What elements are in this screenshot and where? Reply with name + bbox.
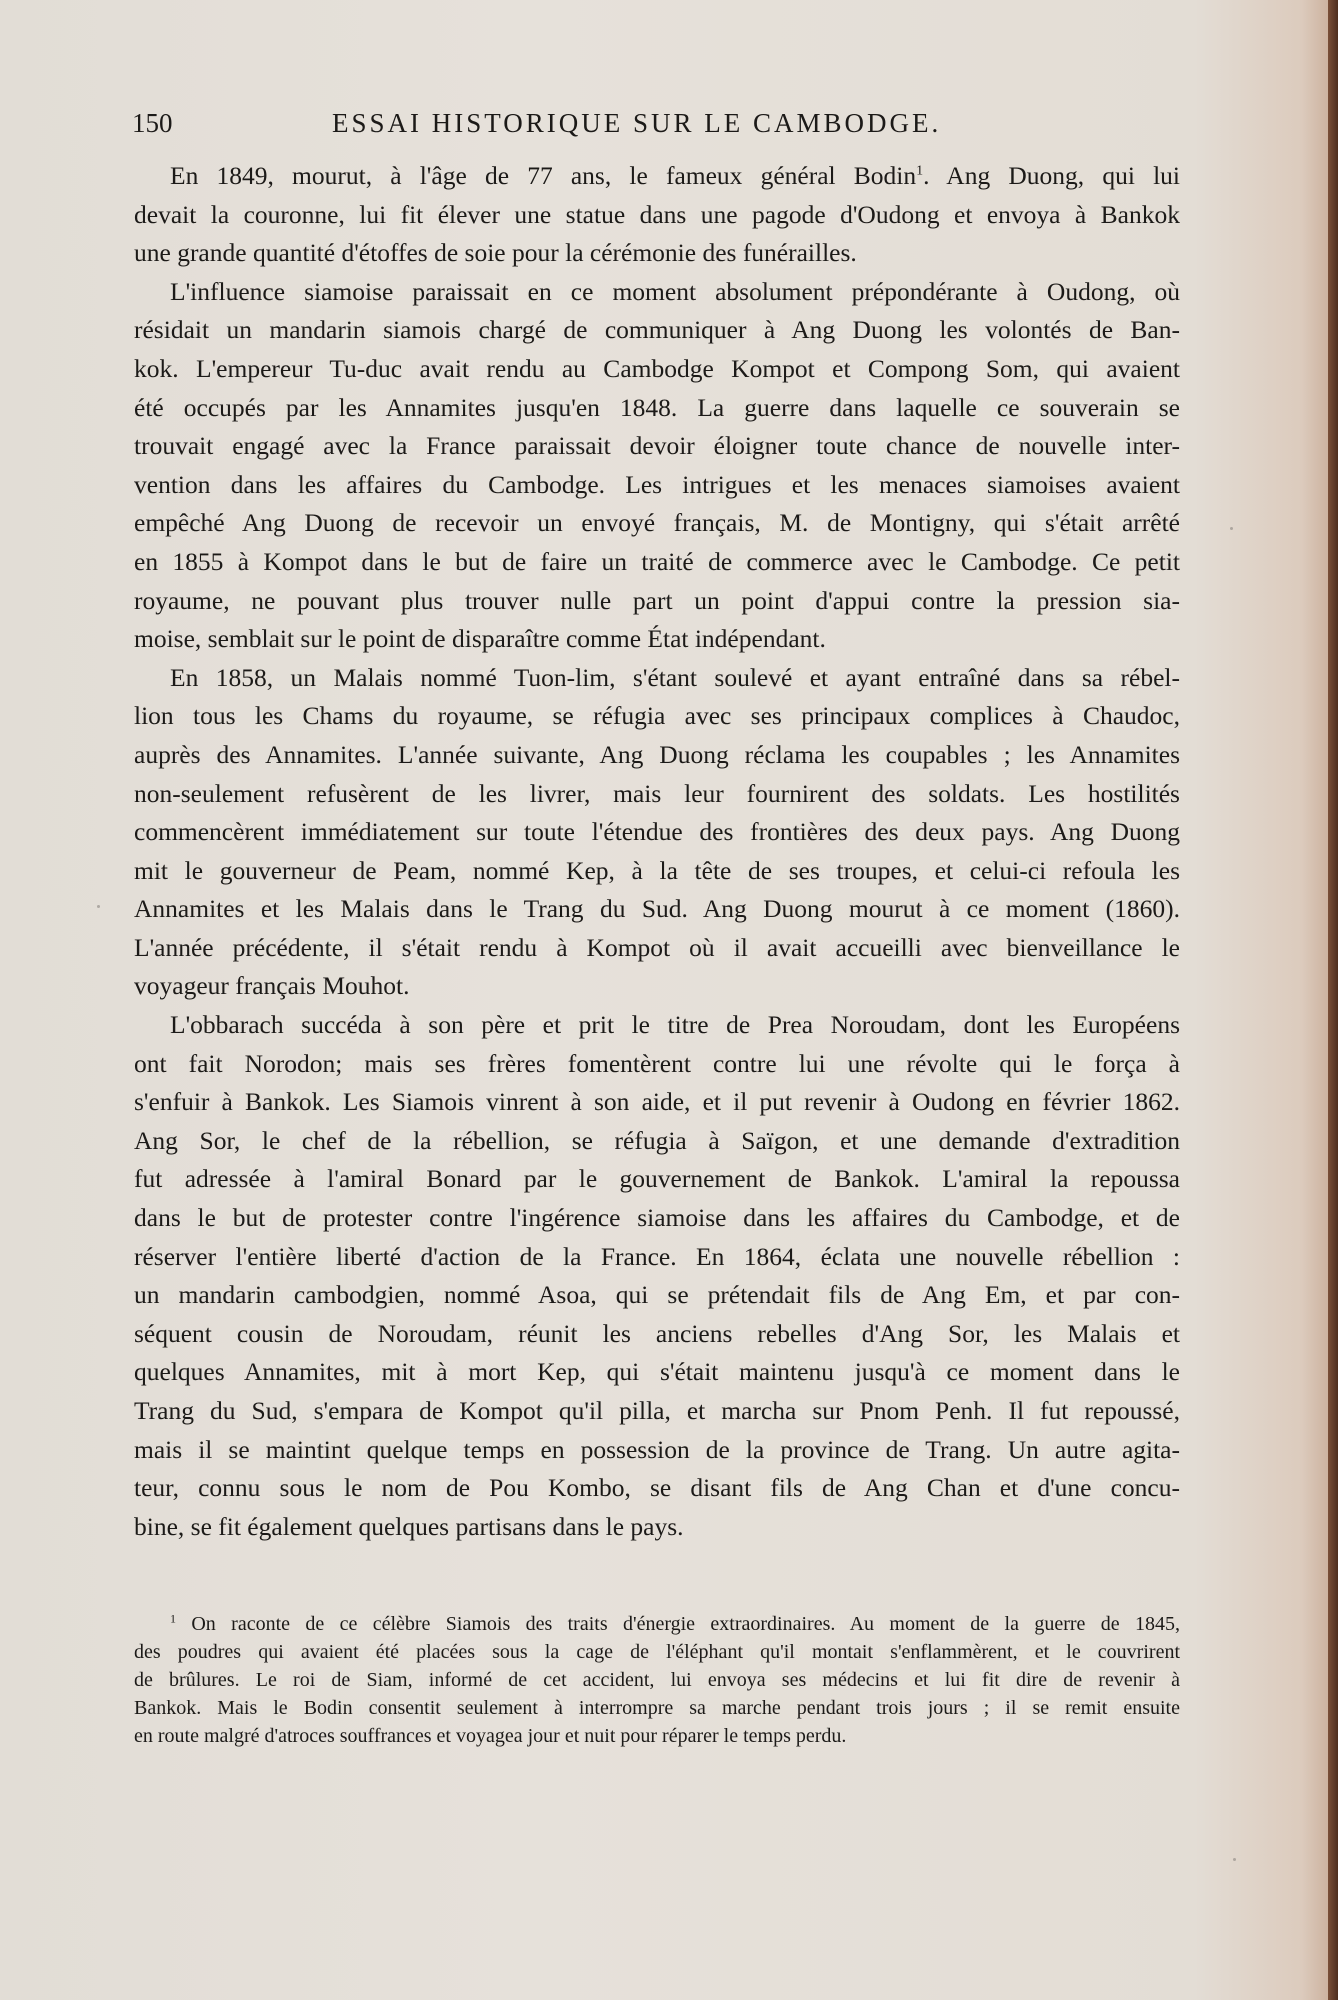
- text-line: résidait un mandarin siamois chargé de communiquer à Ang Duong les volontés de Ban-: [134, 315, 1180, 345]
- text-line: teur, connu sous le nom de Pou Kombo, se disant fils de Ang Chan et d'une concu-: [134, 1473, 1180, 1503]
- text-line: Annamites et les Malais dans le Trang du Sud. Ang Duong mourut à ce moment (1860).: [134, 894, 1180, 924]
- text-line: s'enfuir à Bankok. Les Siamois vinrent à son aide, et il put revenir à Oudong en février 1862.: [134, 1087, 1180, 1117]
- text-line: royaume, ne pouvant plus trouver nulle part un point d'appui contre la pression sia-: [134, 585, 1180, 615]
- text-line: commencèrent immédiatement sur toute l'étendue des frontières des deux pays. Ang Duong: [134, 817, 1180, 847]
- text-line: L'année précédente, il s'était rendu à Kompot où il avait accueilli avec bienveillance le: [134, 932, 1180, 962]
- main-text: [134, 157, 1180, 1546]
- page-header: [132, 108, 1180, 148]
- running-title: ESSAI HISTORIQUE SUR LE CAMBODGE.: [332, 108, 942, 138]
- text-line: trouvait engagé avec la France paraissait devoir éloigner toute chance de nouvelle inter-: [134, 431, 1180, 461]
- text-line: ont fait Norodon; mais ses frères fomentèrent contre lui une révolte qui le força à: [134, 1048, 1180, 1078]
- text-line: empêché Ang Duong de recevoir un envoyé français, M. de Montigny, qui s'était arrêté: [134, 508, 1180, 538]
- paragraph-3: [134, 659, 1180, 1006]
- text-line: Trang du Sud, s'empara de Kompot qu'il pilla, et marcha sur Pnom Penh. Il fut repoussé,: [134, 1396, 1180, 1425]
- text-line: réserver l'entière liberté d'action de la France. En 1864, éclata une nouvelle rébellion :: [134, 1241, 1180, 1271]
- text-line: séquent cousin de Noroudam, réunit les anciens rebelles d'Ang Sor, les Malais et: [134, 1318, 1180, 1348]
- text-line: [134, 157, 1180, 196]
- text-line: dans le but de protester contre l'ingérence siamoise dans les affaires du Cambodge, et de: [134, 1203, 1180, 1233]
- text-line: En 1858, un Malais nommé Tuon-lim, s'étant soulevé et ayant entraîné dans sa rébel-: [170, 662, 1180, 692]
- footnote: [134, 1610, 1180, 1750]
- text-line: Ang Sor, le chef de la rébellion, se réfugia à Saïgon, et une demande d'extradition: [134, 1125, 1180, 1155]
- text-line: L'influence siamoise paraissait en ce moment absolument prépondérante à Oudong, où: [170, 276, 1180, 306]
- paragraph-2: [134, 273, 1180, 659]
- line-text: En 1849, mourut, à l'âge de 77 ans, le fameux général Bodin: [170, 161, 917, 190]
- line-text: . Ang Duong, qui lui: [923, 161, 1180, 190]
- text-line: en 1855 à Kompot dans le but de faire un traité de commerce avec le Cambodge. Ce petit: [134, 546, 1180, 576]
- paper-speck: [97, 905, 100, 908]
- text-line: un mandarin cambodgien, nommé Asoa, qui se prétendait fils de Ang Em, et par con-: [134, 1280, 1180, 1310]
- text-line: kok. L'empereur Tu-duc avait rendu au Cambodge Kompot et Compong Som, qui avaient: [134, 353, 1180, 383]
- text-line: non-seulement refusèrent de les livrer, mais leur fournirent des soldats. Les hostilités: [134, 778, 1180, 808]
- text-line: mais il se maintint quelque temps en possession de la province de Trang. Un autre agita-: [134, 1434, 1180, 1464]
- footnote-mark: 1: [170, 1611, 176, 1626]
- text-line: bine, se fit également quelques partisans dans le pays.: [134, 1511, 684, 1541]
- text-line: lion tous les Chams du royaume, se réfugia avec ses principaux complices à Chaudoc,: [134, 701, 1180, 731]
- footnote-reference[interactable]: 1: [916, 163, 924, 179]
- page-number: 150: [132, 108, 173, 138]
- footnote-line: de brûlures. Le roi de Siam, informé de cet accident, lui envoya ses médecins et lui fit dire de revenir à: [134, 1669, 1180, 1691]
- line-text: On raconte de ce célèbre Siamois des traits d'énergie extraordinaires. Au moment de la guerre de 1845,: [191, 1613, 1180, 1635]
- text-line: une grande quantité d'étoffes de soie pour la cérémonie des funérailles.: [134, 238, 857, 268]
- paragraph-4: [134, 1006, 1180, 1546]
- text-line: été occupés par les Annamites jusqu'en 1848. La guerre dans laquelle ce souverain se: [134, 392, 1180, 422]
- text-line: moise, semblait sur le point de disparaître comme État indépendant.: [134, 624, 826, 654]
- footnote-line: des poudres qui avaient été placées sous la cage de l'éléphant qu'il montait s'enflammèrent, et le couvrirent: [134, 1641, 1180, 1663]
- text-line: L'obbarach succéda à son père et prit le titre de Prea Noroudam, dont les Européens: [170, 1010, 1180, 1040]
- text-line: voyageur français Mouhot.: [134, 971, 410, 1001]
- text-line: auprès des Annamites. L'année suivante, Ang Duong réclama les coupables ; les Annamites: [134, 739, 1180, 769]
- footnote-line: Bankok. Mais le Bodin consentit seulement à interrompre sa marche pendant trois jours ; il se remit ensuite: [134, 1697, 1180, 1719]
- paper-speck: [1233, 1858, 1236, 1861]
- book-binding-edge: [1328, 0, 1338, 2000]
- footnote-line: [134, 1610, 1180, 1638]
- paragraph-1: [134, 157, 1180, 273]
- text-line: fut adressée à l'amiral Bonard par le gouvernement de Bankok. L'amiral la repoussa: [134, 1164, 1180, 1194]
- text-line: devait la couronne, lui fit élever une statue dans une pagode d'Oudong et envoya à Bankok: [134, 199, 1180, 229]
- footnote-line: en route malgré d'atroces souffrances et voyagea jour et nuit pour réparer le temps perdu.: [134, 1725, 847, 1747]
- paper-speck: [1230, 527, 1233, 530]
- text-line: quelques Annamites, mit à mort Kep, qui s'était maintenu jusqu'à ce moment dans le: [134, 1357, 1180, 1387]
- text-line: mit le gouverneur de Peam, nommé Kep, à la tête de ses troupes, et celui-ci refoula les: [134, 855, 1180, 885]
- text-line: vention dans les affaires du Cambodge. Les intrigues et les menaces siamoises avaient: [134, 469, 1180, 499]
